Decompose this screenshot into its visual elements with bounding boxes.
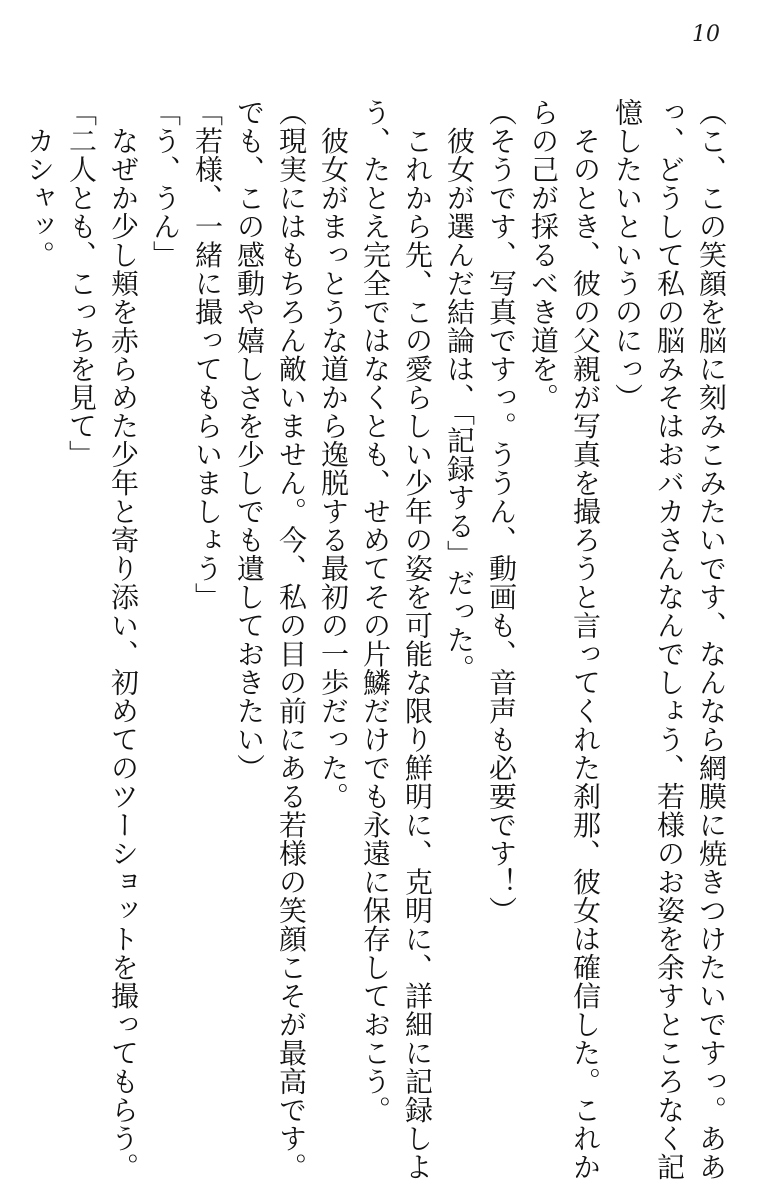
text-line: っ、どうして私の脳みそはおバカさんなんでしょう、若様のお姿を余すところなく記 <box>653 98 686 1181</box>
text-line: これから先、この愛らしい少年の姿を可能な限り鮮明に、克明に、詳細に記録しよ <box>401 98 434 1181</box>
text-line: 彼女がまっとうな道から逸脱する最初の一歩だった。 <box>317 98 350 811</box>
text-line: らの己が採るべき道を。 <box>527 98 560 412</box>
text-line: 彼女が選んだ結論は、「記録する」だった。 <box>443 98 476 683</box>
text-line: （現実にはもちろん敵いません。今、私の目の前にある若様の笑顔こそが最高です。 <box>275 98 308 1181</box>
page-number: 10 <box>692 22 720 47</box>
text-line: （こ、この笑顔を脳に刻みこみたいです、なんなら網膜に焼きつけたいですっ。ああ <box>695 98 728 1181</box>
vertical-text-body <box>23 98 732 1188</box>
text-line: カシャッ。 <box>23 98 56 269</box>
text-line: でも、この感動や嬉しさを少しでも遺しておきたい） <box>233 98 266 782</box>
text-line: （そうです、写真ですっ。ううん、動画も、音声も必要です！） <box>485 98 518 925</box>
text-line: そのとき、彼の父親が写真を撮ろうと言ってくれた刹那、彼女は確信した。これか <box>569 98 602 1181</box>
text-line: 「う、うん」 <box>149 98 182 269</box>
text-line: 「若様、一緒に撮ってもらいましょう」 <box>191 98 224 611</box>
text-line: なぜか少し頬を赤らめた少年と寄り添い、初めてのツーショットを撮ってもらう。 <box>107 98 140 1181</box>
text-line: 憶したいというのにっ） <box>611 98 644 412</box>
text-line: 「二人とも、こっちを見て」 <box>65 98 98 469</box>
text-line: う、たとえ完全ではなくとも、せめてその片鱗だけでも永遠に保存しておこう。 <box>359 98 392 1124</box>
